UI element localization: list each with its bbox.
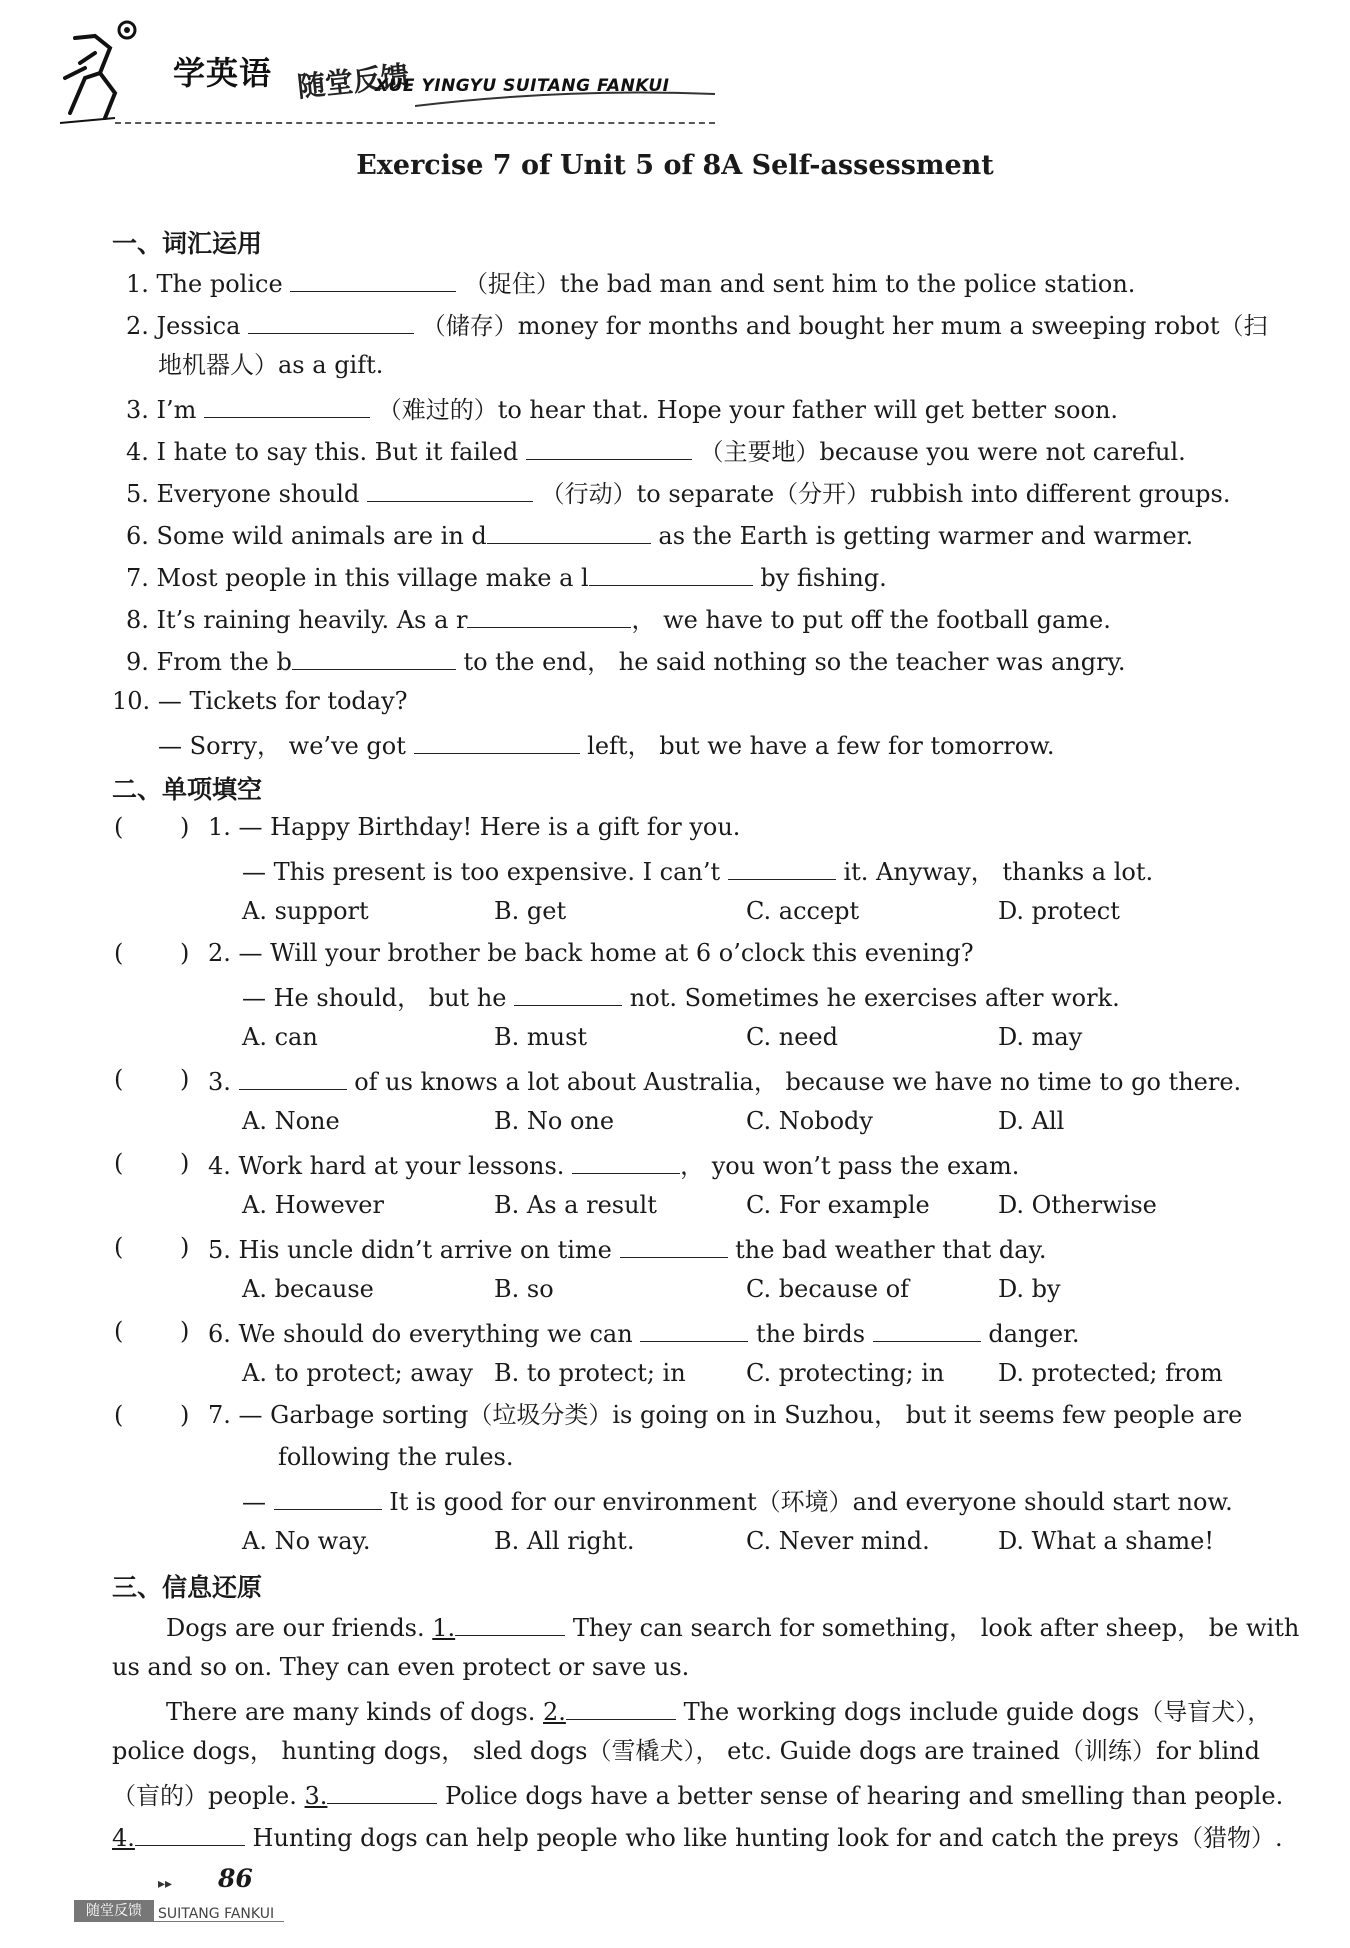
option-c[interactable]: C. accept (746, 897, 860, 925)
option-c[interactable]: C. because of (746, 1275, 910, 1303)
section2-heading: 二、单项填空 (112, 775, 263, 804)
blank-number: 2. (543, 1698, 566, 1726)
mc-q7-cont: following the rules. (278, 1443, 514, 1471)
answer-blank[interactable] (640, 1315, 748, 1342)
option-c[interactable]: C. For example (746, 1191, 930, 1219)
mc-q7: 7. — Garbage sorting（垃圾分类）is going on in Suzhou， but it seems few people are (208, 1401, 1243, 1429)
answer-blank[interactable] (414, 727, 580, 754)
answer-paren-close[interactable]: ) (180, 1317, 190, 1345)
passage-line-2: us and so on. They can even protect or save us. (112, 1653, 690, 1681)
option-a[interactable]: A. None (242, 1107, 340, 1135)
answer-blank[interactable] (873, 1315, 981, 1342)
mc-q7-line2: — It is good for our environment（环境）and everyone should start now. (242, 1483, 1233, 1518)
mc-q2: 2. — Will your brother be back home at 6 o’clock this evening? (208, 939, 974, 967)
option-a[interactable]: A. can (242, 1023, 318, 1051)
passage-line-3: There are many kinds of dogs. 2. The working dogs include guide dogs（导盲犬）， (166, 1693, 1271, 1728)
mc-q1: 1. — Happy Birthday! Here is a gift for you. (208, 813, 741, 841)
option-b[interactable]: B. so (494, 1275, 554, 1303)
answer-blank[interactable] (239, 1063, 347, 1090)
answer-paren-open: ( (114, 813, 124, 841)
answer-paren-close[interactable]: ) (180, 1233, 190, 1261)
option-d[interactable]: D. All (998, 1107, 1065, 1135)
passage-line-6: 4. Hunting dogs can help people who like hunting look for and catch the preys（猎物）. (112, 1819, 1283, 1854)
answer-blank[interactable] (292, 643, 456, 670)
option-a[interactable]: A. support (242, 897, 369, 925)
mc-q6: 6. We should do everything we can the birds danger. (208, 1315, 1080, 1350)
vocab-item-2-cont: 地机器人）as a gift. (158, 351, 384, 379)
answer-blank[interactable] (327, 1777, 437, 1804)
option-c[interactable]: C. protecting; in (746, 1359, 945, 1387)
answer-paren-open: ( (114, 1149, 124, 1177)
footer-arrow-icon: ▸▸ (158, 1876, 173, 1892)
answer-paren-open: ( (114, 1401, 124, 1429)
answer-blank[interactable] (620, 1231, 728, 1258)
answer-blank[interactable] (248, 307, 414, 334)
option-b[interactable]: B. All right. (494, 1527, 635, 1555)
answer-blank[interactable] (728, 853, 836, 880)
blank-number: 3. (304, 1782, 328, 1810)
header-brand: 学英语 (173, 54, 273, 92)
vocab-item-2: 2. Jessica （储存）money for months and bought her mum a sweeping robot（扫 (126, 307, 1267, 342)
answer-paren-close[interactable]: ) (180, 1401, 190, 1429)
header-pinyin: XUE YINGYU SUITANG FANKUI (375, 76, 670, 96)
passage-line-4: police dogs， hunting dogs， sled dogs（雪橇犬）， etc. Guide dogs are trained（训练）for blind (112, 1737, 1261, 1765)
answer-blank[interactable] (514, 979, 622, 1006)
answer-blank[interactable] (526, 433, 692, 460)
option-c[interactable]: C. Nobody (746, 1107, 873, 1135)
answer-paren-open: ( (114, 939, 124, 967)
section1-heading: 一、词汇运用 (112, 229, 263, 258)
answer-blank[interactable] (135, 1819, 245, 1846)
answer-blank[interactable] (467, 601, 631, 628)
vocab-item-6: 6. Some wild animals are in d as the Earth is getting warmer and warmer. (126, 517, 1193, 552)
answer-paren-open: ( (114, 1065, 124, 1093)
mc-q5: 5. His uncle didn’t arrive on time the bad weather that day. (208, 1231, 1047, 1266)
option-c[interactable]: C. need (746, 1023, 838, 1051)
blank-number: 1. (432, 1614, 456, 1642)
header (55, 18, 675, 128)
answer-blank[interactable] (589, 559, 753, 586)
option-d[interactable]: D. protect (998, 897, 1120, 925)
passage-line-5: （盲的）people. 3. Police dogs have a better sense of hearing and smelling than people. (112, 1777, 1283, 1812)
option-b[interactable]: B. As a result (494, 1191, 657, 1219)
option-b[interactable]: B. to protect; in (494, 1359, 686, 1387)
footer-label: 随堂反馈 (74, 1900, 154, 1922)
vocab-item-8: 8. It’s raining heavily. As a r ， we have to put off the football game. (126, 601, 1111, 636)
answer-blank[interactable] (367, 475, 533, 502)
option-a[interactable]: A. because (242, 1275, 374, 1303)
vocab-item-3: 3. I’m （难过的）to hear that. Hope your father will get better soon. (126, 391, 1118, 426)
answer-blank[interactable] (455, 1609, 565, 1636)
answer-paren-close[interactable]: ) (180, 1149, 190, 1177)
answer-blank[interactable] (572, 1147, 680, 1174)
footer-divider (74, 1921, 284, 1922)
mc-q2-line2: — He should， but he not. Sometimes he exercises after work. (242, 979, 1120, 1014)
section3-heading: 三、信息还原 (112, 1573, 263, 1602)
answer-paren-open: ( (114, 1233, 124, 1261)
option-b[interactable]: B. No one (494, 1107, 615, 1135)
answer-blank[interactable] (487, 517, 651, 544)
option-d[interactable]: D. by (998, 1275, 1061, 1303)
mc-q1-line2: — This present is too expensive. I can’t it. Anyway， thanks a lot. (242, 853, 1153, 888)
footer-pinyin: SUITANG FANKUI (158, 1906, 275, 1922)
vocab-item-5: 5. Everyone should （行动）to separate（分开）rubbish into different groups. (126, 475, 1231, 510)
answer-blank[interactable] (290, 265, 456, 292)
answer-blank[interactable] (204, 391, 370, 418)
passage-line-1: Dogs are our friends. 1. They can search for something， look after sheep， be with (166, 1609, 1299, 1644)
header-divider (115, 122, 715, 124)
option-d[interactable]: D. Otherwise (998, 1191, 1157, 1219)
option-b[interactable]: B. must (494, 1023, 588, 1051)
option-d[interactable]: D. may (998, 1023, 1083, 1051)
option-d[interactable]: D. What a shame! (998, 1527, 1214, 1555)
option-d[interactable]: D. protected; from (998, 1359, 1223, 1387)
vocab-item-4: 4. I hate to say this. But it failed （主要地）because you were not careful. (126, 433, 1186, 468)
answer-paren-close[interactable]: ) (180, 939, 190, 967)
option-a[interactable]: A. to protect; away (242, 1359, 473, 1387)
answer-blank[interactable] (274, 1483, 382, 1510)
option-c[interactable]: C. Never mind. (746, 1527, 930, 1555)
answer-paren-open: ( (114, 1317, 124, 1345)
vocab-item-9: 9. From the b to the end， he said nothing so the teacher was angry. (126, 643, 1126, 678)
answer-paren-close[interactable]: ) (180, 813, 190, 841)
vocab-item-10: 10. — Tickets for today? (112, 687, 408, 715)
page-number: 86 (218, 1864, 253, 1893)
header-brand-sub: 随堂反馈 (295, 59, 411, 104)
vocab-item-7: 7. Most people in this village make a l by fishing. (126, 559, 887, 594)
blank-number: 4. (112, 1824, 135, 1852)
vocab-item-1: 1. The police （捉住）the bad man and sent him to the police station. (126, 265, 1135, 300)
page-title: Exercise 7 of Unit 5 of 8A Self-assessment (356, 150, 994, 181)
mc-q4: 4. Work hard at your lessons. ， you won’t pass the exam. (208, 1147, 1019, 1182)
mc-q3: 3. of us knows a lot about Australia， because we have no time to go there. (208, 1063, 1241, 1098)
answer-paren-close[interactable]: ) (180, 1065, 190, 1093)
option-a[interactable]: A. However (242, 1191, 384, 1219)
option-b[interactable]: B. get (494, 897, 567, 925)
runner-logo-icon (55, 18, 165, 128)
vocab-item-10-reply: — Sorry， we’ve got left， but we have a few for tomorrow. (158, 727, 1054, 762)
option-a[interactable]: A. No way. (242, 1527, 371, 1555)
answer-blank[interactable] (566, 1693, 676, 1720)
